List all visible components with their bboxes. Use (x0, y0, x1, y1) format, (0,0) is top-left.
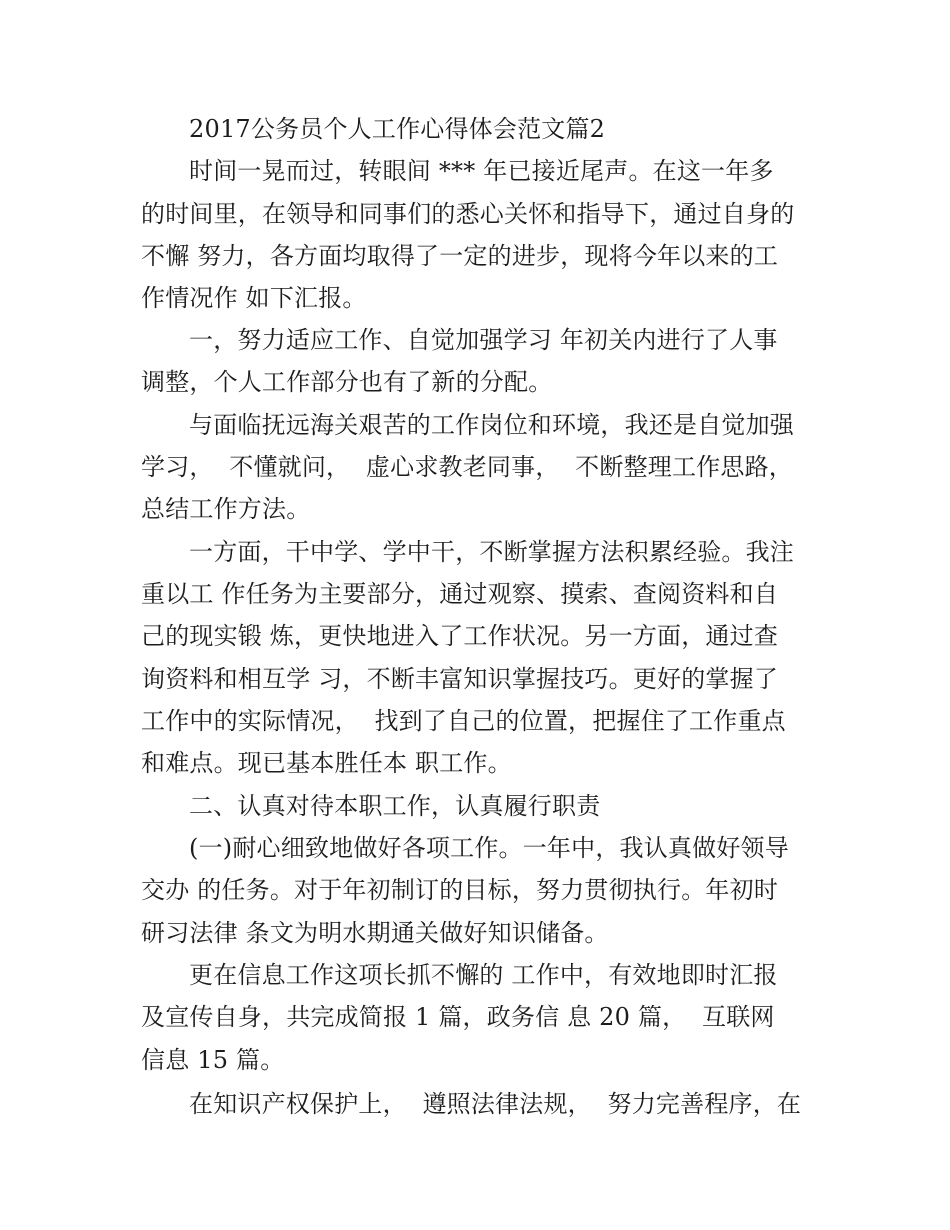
paragraph-line: 总结工作方法。 (141, 495, 311, 523)
section-heading-line: 二、认真对待本职工作，认真履行职责 (189, 792, 601, 820)
paragraph-line: 研习法律 条文为明水期通关做好知识储备。 (141, 919, 609, 947)
paragraph-line: (一)耐心细致地做好各项工作。一年中，我认真做好领导 (189, 834, 789, 862)
paragraph-line: 重以工 作任务为主要部分，通过观察、摸索、查阅资料和自 (141, 580, 779, 608)
paragraph-line: 与面临抚远海关艰苦的工作岗位和环境，我还是自觉加强 (189, 411, 794, 439)
paragraph-line: 调整，个人工作部分也有了新的分配。 (141, 368, 553, 396)
paragraph-line: 信息 15 篇。 (141, 1046, 285, 1074)
paragraph-line: 和难点。现已基本胜任本 职工作。 (141, 749, 512, 777)
document-title: 2017公务员个人工作心得体会范文篇2 (189, 115, 606, 143)
paragraph-line: 作情况作 如下汇报。 (141, 284, 367, 312)
paragraph-line: 更在信息工作这项长抓不懈的 工作中，有效地即时汇报 (189, 961, 778, 989)
paragraph-line: 询资料和相互学 习，不断丰富知识掌握技巧。更好的掌握了 (141, 665, 779, 693)
paragraph-line: 交办 的任务。对于年初制订的目标，努力贯彻执行。年初时 (141, 876, 779, 904)
paragraph-line: 工作中的实际情况， 找到了自己的位置，把握住了工作重点 (141, 707, 786, 735)
section-heading-line: 一，努力适应工作、自觉加强学习 年初关内进行了人事 (189, 326, 778, 354)
paragraph-line: 己的现实锻 炼，更快地进入了工作状况。另一方面，通过查 (141, 622, 779, 650)
paragraph-line: 不懈 努力，各方面均取得了一定的进步，现将今年以来的工 (141, 242, 779, 270)
paragraph-line: 的时间里，在领导和同事们的悉心关怀和指导下，通过自身的 (141, 200, 795, 228)
paragraph-line: 在知识产权保护上， 遵照法律法规， 努力完善程序，在 (189, 1090, 802, 1118)
paragraph-line: 及宣传自身，共完成简报 1 篇，政务信 息 20 篇， 互联网 (141, 1003, 775, 1031)
paragraph-line: 学习， 不懂就问， 虚心求教老同事， 不断整理工作思路， (141, 453, 793, 481)
paragraph-line: 一方面，干中学、学中干，不断掌握方法积累经验。我注 (189, 538, 794, 566)
paragraph-line: 时间一晃而过，转眼间 *** 年已接近尾声。在这一年多 (189, 157, 774, 185)
